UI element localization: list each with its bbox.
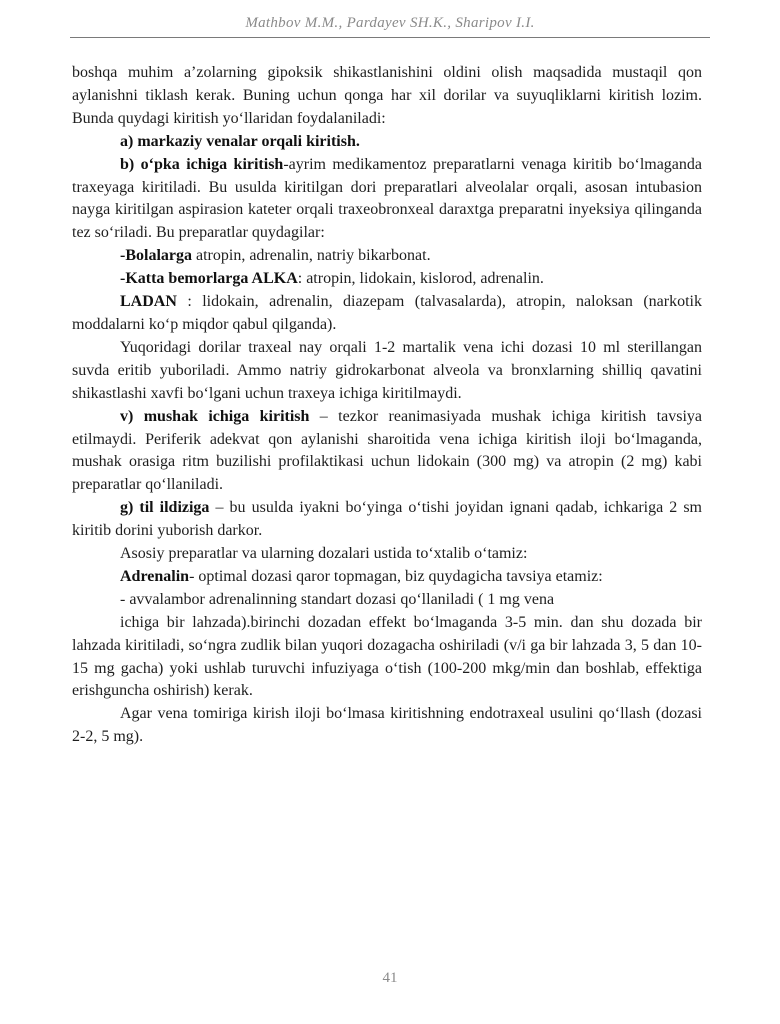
text-route-b: -ayrim medikamentoz preparatlarni venaga kiritib bo‘lmaganda traxeyaga kiritiladi. Bu usulda kiritilgan dori preparatlari alveolalar orqali, asosan intubasion nayga kiritilgan aspirasion kateter orqali traxeobronxeal daraxtga preparatni inyeksiya qilinganda tez so‘riladi. Bu preparatlar quydagilar: [72,155,703,242]
paragraph-route-a [72,131,702,154]
list-item-standard-dose: - avvalambor adrenalinning standart dozasi qo‘llaniladi ( 1 mg vena [120,590,555,608]
paragraph-1: boshqa muhim a’zolarning gipoksik shikastlanishini oldini olish maqsadida mustaqil qon aylanishni tiklash kerak. Buning uchun qonga har xil dorilar va suyuqliklarni kiritish lozim. Bunda quydagi kiritish yo‘llaridan foydalaniladi: [72,64,702,127]
paragraph-children [72,245,702,268]
paragraph-main-drugs: Asosiy preparatlar va ularning dozalari ustida to‘xtalib o‘tamiz: [120,545,528,563]
paragraph-route-g [72,497,702,543]
running-header [70,14,710,38]
heading-route-v: v) mushak ichiga kiritish [120,407,310,425]
heading-route-g: g) til ildiziga [120,499,210,517]
body-text [72,62,702,749]
paragraph-route-v [72,406,702,498]
text-adrenalin: - optimal dozasi qaror topmagan, biz quydagicha tavsiya etamiz: [189,567,603,585]
paragraph-route-b [72,154,702,246]
paragraph-tracheal-dose: Yuqoridagi dorilar traxeal nay orqali 1-2 martalik vena ichi dozasi 10 ml sterillangan suvda eritib yuboriladi. Ammo natriy gidrokarbonat alveola va bronxlarning shilliq qavatini shikastlashi xavfi bo‘lgani uchun traxeya ichiga kiritilmaydi. [72,338,702,402]
text-route-g: – bu usulda iyakni bo‘yinga o‘tishi joyidan ignani qadab, ichkariga 2 sm kiritib dorini yuborish darkor. [72,499,702,540]
text-route-v: – tezkor reanimasiyada mushak ichiga kiritish tavsiya etilmaydi. Periferik adekvat qon aylanishi sharoitida vena ichiga kiritish iloji bo‘lmaganda, mushak orasiga ritm buzilishi profilaktikasi uchun lidokain (300 mg) va atropin (2 mg) kabi preparatlar qo‘llaniladi. [72,407,702,494]
paragraph-endotracheal: Agar vena tomiriga kirish iloji bo‘lmasa kiritishning endotraxeal usulini qo‘llash (dozasi 2-2, 5 mg). [72,705,702,746]
text-adults: : atropin, lidokain, kislorod, adrenalin. [297,270,544,288]
heading-route-b: b) o‘pka ichiga kiritish [120,155,284,173]
text-children: atropin, adrenalin, natriy bikarbonat. [192,247,431,265]
label-children: -Bolalarga [120,247,192,265]
paragraph-dose-escalation: ichiga bir lahzada).birinchi dozadan effekt bo‘lmaganda 3-5 min. dan shu dozada bir lahzada kiritiladi, so‘ngra zudlik bilan yuqori dozagacha oshiriladi (v/i ga bir lahzada 3, 5 dan 10-15 mg gacha) yoki ushlab turuvchi infuziyaga o‘tish (100-200 mkg/min dan boshlab, effektiga erishguncha oshirish) kerak. [72,613,702,700]
label-ladan: LADAN [120,293,177,311]
label-adrenalin: Adrenalin [120,567,190,585]
text-ladan: : lidokain, adrenalin, diazepam (talvasalarda), atropin, naloksan (narkotik moddalarni ko‘p miqdor qabul qilganda). [72,293,702,333]
paragraph-ladan [72,291,702,337]
page-number: 41 [382,970,398,986]
heading-route-a: a) markaziy venalar orqali kiritish. [120,132,360,150]
paragraph-adults [72,268,702,291]
label-adults: -Katta bemorlarga ALKA [120,270,298,288]
header-authors: Mathbov M.M., Pardayev SH.K., Sharipov I.I. [245,15,535,31]
paragraph-adrenalin [72,566,702,589]
